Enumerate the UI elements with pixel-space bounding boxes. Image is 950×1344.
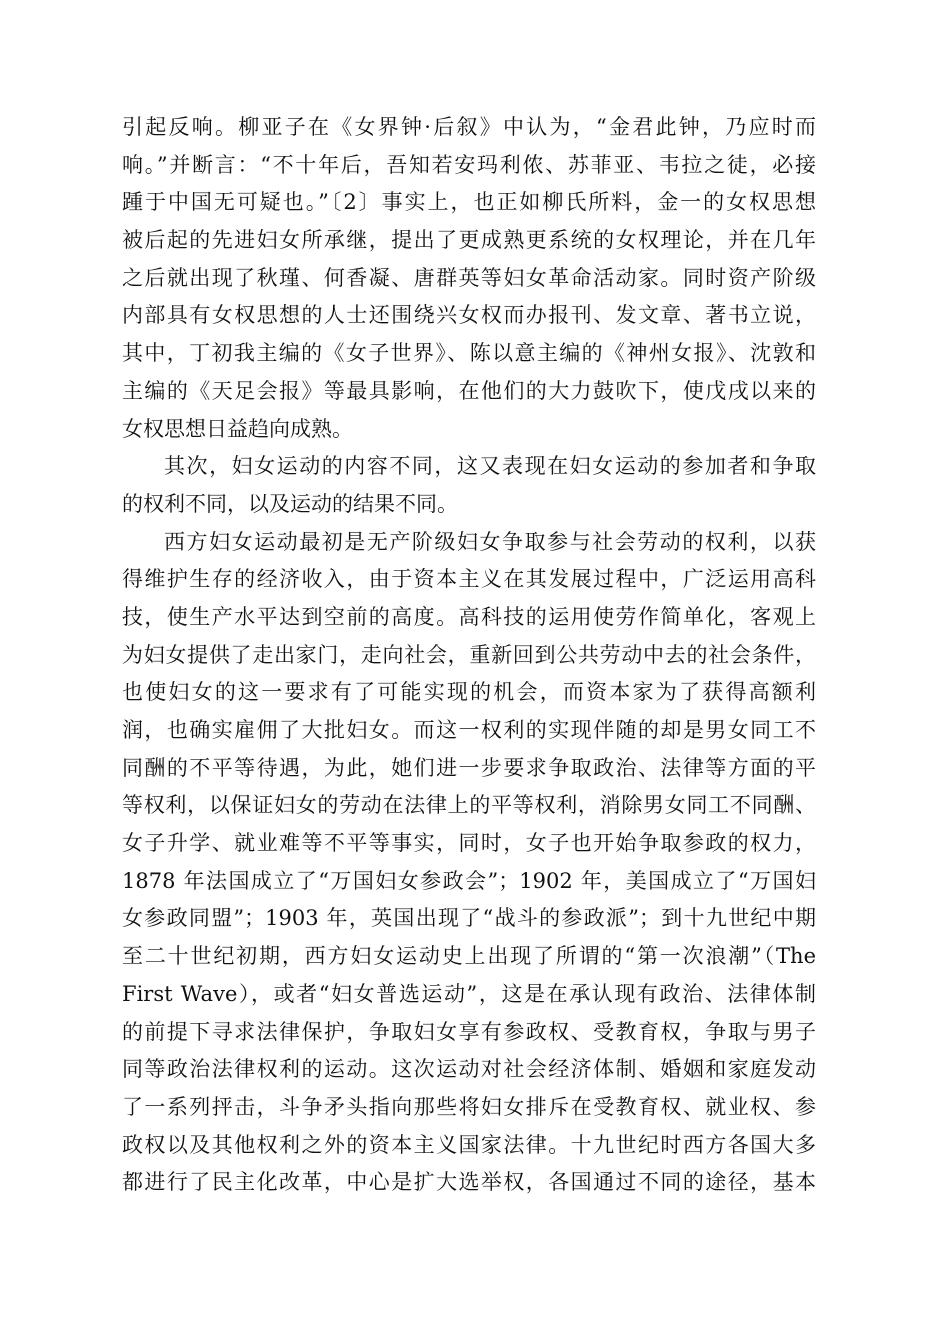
text-line: 润，也确实雇佣了大批妇女。而这一权利的实现伴随的却是男女同工不: [122, 718, 816, 742]
text-line: 之后就出现了秋瑾、何香凝、唐群英等妇女革命活动家。同时资产阶级: [122, 265, 816, 290]
text-line: 的权利不同，以及运动的结果不同。: [122, 491, 458, 516]
text-line: 也使妇女的这一要求有了可能实现的机会，而资本家为了获得高额利: [122, 680, 816, 705]
text-line: 女权思想日益趋向成熟。: [122, 416, 353, 441]
body-text: [122, 109, 816, 1202]
text-line: First Wave），或者“妇女普选运动”，这是在承认现有政治、法律体制: [122, 981, 816, 1006]
text-line: 的前提下寻求法律保护，争取妇女享有参政权、受教育权，争取与男子: [122, 1019, 816, 1044]
text-line: 都进行了民主化改革，中心是扩大选举权，各国通过不同的途径，基本: [122, 1170, 816, 1195]
text-line: 踵于中国无可疑也。”〔2〕事实上，也正如柳氏所料，金一的女权思想: [122, 190, 816, 215]
text-line: 同酬的不平等待遇，为此，她们进一步要求争取政治、法律等方面的平: [122, 755, 816, 780]
text-line: 西方妇女运动最初是无产阶级妇女争取参与社会劳动的权利，以获: [164, 529, 816, 554]
paragraph: [122, 109, 816, 448]
text-line: 引起反响。柳亚子在《女界钟·后叙》中认为，“金君此钟，乃应时而: [122, 115, 816, 139]
text-line: 响。”并断言：“不十年后，吾知若安玛利侬、苏菲亚、韦拉之徒，必接: [122, 152, 816, 177]
text-line: 得维护生存的经济收入，由于资本主义在其发展过程中，广泛运用高科: [122, 567, 816, 592]
text-line: 了一系列抨击，斗争矛头指向那些将妇女排斥在受教育权、就业权、参: [122, 1094, 816, 1119]
text-line: 其中，丁初我主编的《女子世界》、陈以意主编的《神州女报》、沈敦和: [122, 341, 816, 366]
text-line: 政权以及其他权利之外的资本主义国家法律。十九世纪时西方各国大多: [122, 1132, 816, 1157]
paragraph: [122, 524, 816, 1202]
text-line: 女参政同盟”；1903 年，英国出现了“战斗的参政派”；到十九世纪中期: [122, 906, 816, 931]
text-line: 内部具有女权思想的人士还围绕兴女权而办报刊、发文章、著书立说，: [122, 303, 816, 328]
text-line: 技，使生产水平达到空前的高度。高科技的运用使劳作简单化，客观上: [122, 604, 816, 629]
text-line: 其次，妇女运动的内容不同，这又表现在妇女运动的参加者和争取: [164, 454, 816, 479]
text-line: 等权利，以保证妇女的劳动在法律上的平等权利，消除男女同工不同酬、: [122, 793, 816, 818]
text-line: 为妇女提供了走出家门，走向社会，重新回到公共劳动中去的社会条件，: [122, 642, 816, 667]
text-line: 女子升学、就业难等不平等事实，同时，女子也开始争取参政的权力，: [122, 831, 816, 856]
text-line: 被后起的先进妇女所承继，提出了更成熟更系统的女权理论，并在几年: [122, 228, 816, 253]
paragraph: [122, 448, 816, 523]
text-line: 主编的《天足会报》等最具影响，在他们的大力鼓吹下，使戊戌以来的: [122, 378, 816, 403]
text-line: 同等政治法律权利的运动。这次运动对社会经济体制、婚姻和家庭发动: [122, 1057, 816, 1082]
text-line: 至二十世纪初期，西方妇女运动史上出现了所谓的“第一次浪潮”（The: [122, 944, 816, 969]
text-line: 1878 年法国成立了“万国妇女参政会”；1902 年，美国成立了“万国妇: [122, 868, 816, 893]
